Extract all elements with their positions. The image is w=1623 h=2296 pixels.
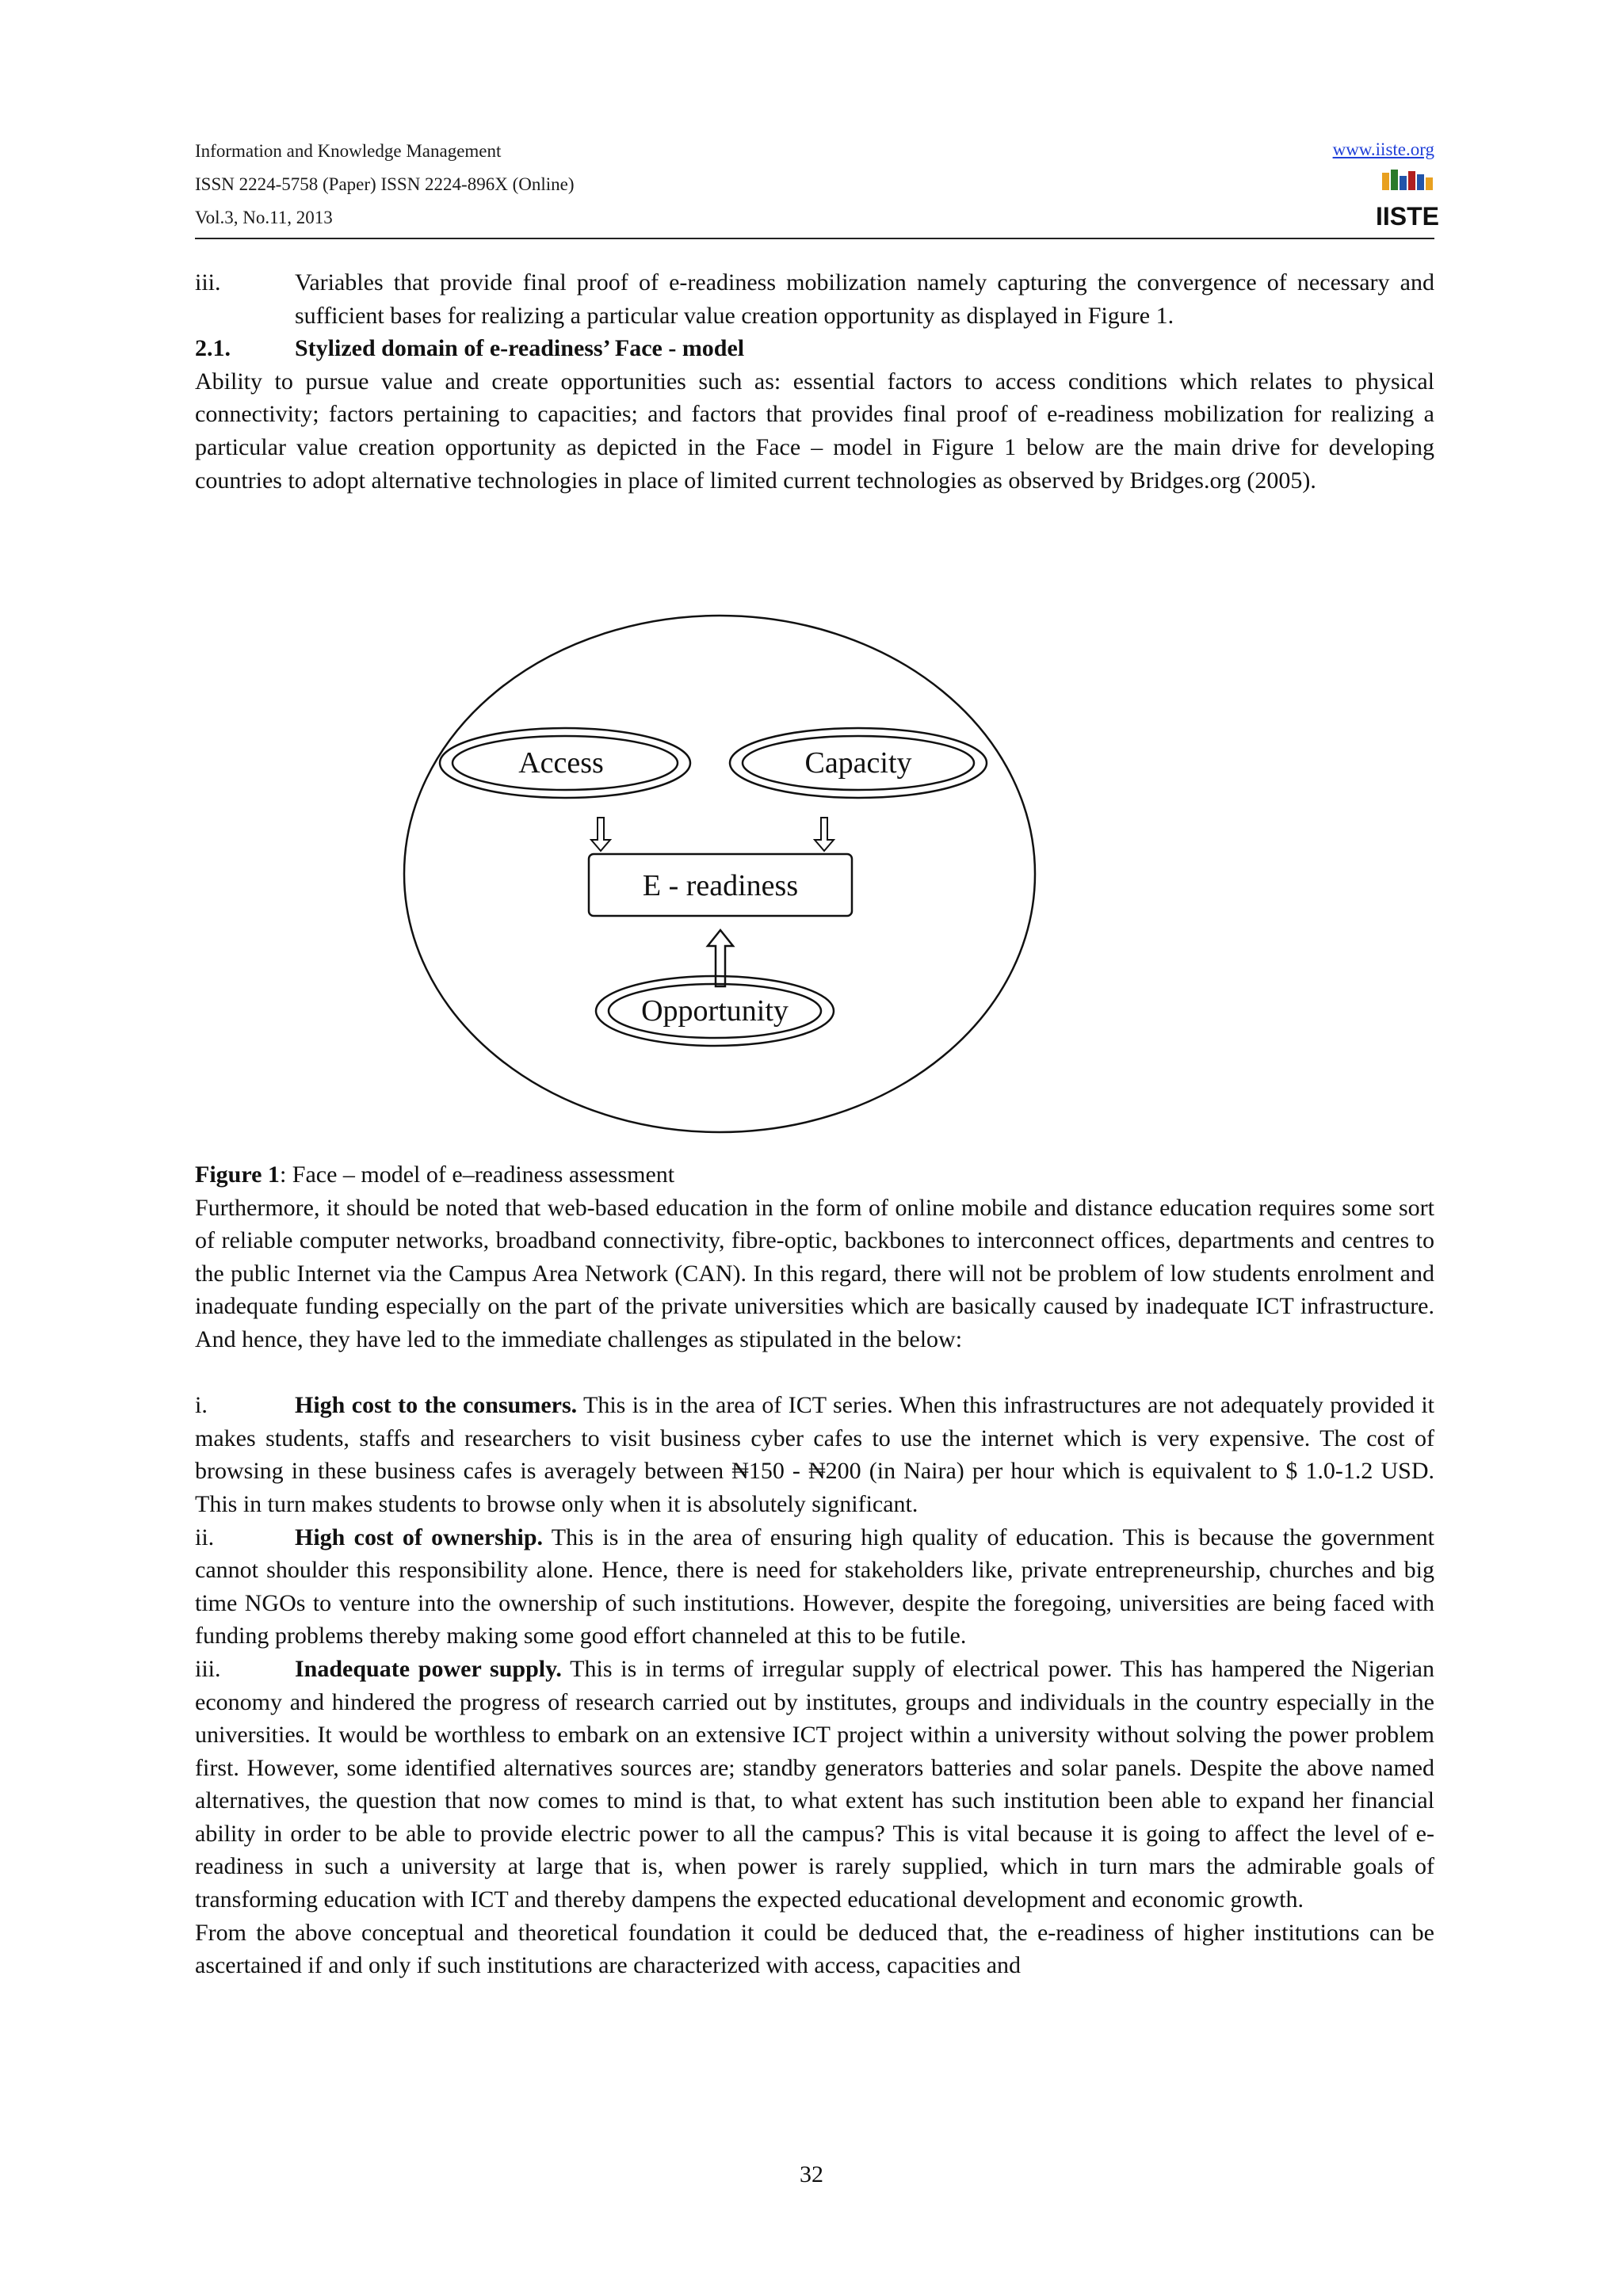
paragraph-3: From the above conceptual and theoretical foundation it could be deduced that, the e-readiness of higher institutions can be ascertained if and only if such institutions are characterized with access, capacities and: [195, 1919, 1434, 1979]
challenge-item-2: [195, 1521, 1434, 1653]
challenge-text: This is in the area of ICT series. When this infrastructures are not adequately provided it makes students, staffs and researchers to visit business cyber cafes to use the internet which is very expensive. The cost of browsing in these business cafes is averagely between ₦150 - ₦200 (in Naira) per hour which is equivalent to $ 1.0-1.2 USD. This in turn makes students to browse only when it is absolutely significant.: [195, 1392, 1434, 1517]
challenge-text: This is in terms of irregular supply of electrical power. This has hampered the Nigerian economy and hindered the progress of research carried out by institutes, groups and individuals in the country especially in the universities. It would be worthless to embark on an extensive ICT project within a university without solving the power problem first. However, some identified alternatives sources are; standby generators batteries and solar panels. Despite the above named alternatives, the question that now comes to mind is that, to what extent has such institution been able to expand her financial ability in order to be able to provide electric power to all the campus? This is vital because it is going to affect the level of e- readiness in such a university at large that is, when power is rarely supplied, which in turn mars the admirable goals of transforming education with ICT and thereby dampens the expected educational development and economic growth.: [195, 1655, 1434, 1913]
intro-list-item: [195, 266, 1434, 332]
section-paragraph: Ability to pursue value and create opportunities such as: essential factors to access conditions which relates to physical connectivity; factors pertaining to capacities; and factors that provides final proof of e-readiness mobilization for realizing a particular value creation opportunity as depicted in the Face – model in Figure 1 below are the main drive for developing countries to adopt alternative technologies in place of limited current technologies as observed by Bridges.org (2005).: [195, 368, 1434, 494]
access-label: Access: [518, 746, 604, 780]
upper-body: [195, 266, 1434, 497]
header-rule: [195, 238, 1434, 239]
figure-caption: [195, 1158, 1434, 1192]
blank-line: [195, 1356, 1434, 1390]
intro-item-number: iii.: [195, 269, 221, 296]
page-number: 32: [800, 2161, 823, 2187]
figure-caption-text: : Face – model of e–readiness assessment: [279, 1161, 675, 1188]
challenge-number: iii.: [195, 1655, 221, 1682]
challenge-title: High cost to the consumers.: [295, 1392, 578, 1419]
capacity-label: Capacity: [804, 746, 912, 780]
challenge-title: Inadequate power supply.: [295, 1655, 562, 1682]
journal-issn: ISSN 2224-5758 (Paper) ISSN 2224-896X (Online): [195, 174, 575, 194]
logo-bar-2: [1391, 170, 1398, 190]
journal-title: Information and Knowledge Management: [195, 141, 502, 161]
challenge-number: ii.: [195, 1524, 215, 1550]
section-number: 2.1.: [195, 335, 231, 362]
access-down-arrow: [591, 818, 610, 851]
challenge-number: i.: [195, 1392, 208, 1419]
challenge-title: High cost of ownership.: [295, 1524, 544, 1550]
ereadiness-node: [589, 854, 852, 916]
website-link[interactable]: www.iiste.org: [1332, 139, 1434, 159]
paragraph-2: Furthermore, it should be noted that web-based education in the form of online mobile and distance education requires some sort of reliable computer networks, broadband connectivity, fibre-optic, backbones to interconnect offices, departments and centres to the public Internet via the Campus Area Network (CAN). In this regard, there will not be problem of low students enrolment and inadequate funding especially on the part of the private universities which are basically caused by inadequate ICT infrastructure. And hence, they have led to the immediate challenges as stipulated in the below:: [195, 1194, 1434, 1352]
face-model-diagram: [396, 610, 1030, 1146]
access-node: [440, 728, 690, 798]
logo-text: IISTE: [1375, 202, 1440, 231]
ereadiness-label: E - readiness: [642, 869, 799, 902]
section-heading: [195, 332, 1434, 365]
iiste-logo: [1375, 170, 1440, 231]
logo-bar-5: [1417, 174, 1424, 190]
opportunity-label: Opportunity: [641, 994, 789, 1028]
section-title: Stylized domain of e-readiness’ Face - model: [295, 335, 745, 362]
capacity-node: [730, 728, 987, 798]
challenge-item-1: [195, 1389, 1434, 1520]
challenge-text: This is in the area of ensuring high quality of education. This is because the government cannot shoulder this responsibility alone. Hence, there is need for stakeholders like, private entrepreneurship, churches and big time NGOs to venture into the ownership of such institutions. However, despite the foregoing, universities are being faced with funding problems thereby making some good effort channeled at this to be futile.: [195, 1524, 1434, 1650]
logo-bar-1: [1382, 173, 1389, 190]
logo-bar-4: [1408, 171, 1415, 190]
logo-bar-6: [1426, 177, 1433, 190]
challenge-item-3: [195, 1653, 1434, 1917]
lower-body: [195, 1158, 1434, 1982]
figure-caption-label: Figure 1: [195, 1161, 280, 1188]
logo-bar-3: [1400, 176, 1407, 190]
intro-item-text: Variables that provide final proof of e-readiness mobilization namely capturing the convergence of necessary and sufficient bases for realizing a particular value creation opportunity as displayed in Figure 1.: [295, 269, 1434, 329]
opportunity-up-arrow: [708, 930, 733, 986]
journal-volume: Vol.3, No.11, 2013: [195, 208, 333, 227]
capacity-down-arrow: [815, 818, 834, 851]
